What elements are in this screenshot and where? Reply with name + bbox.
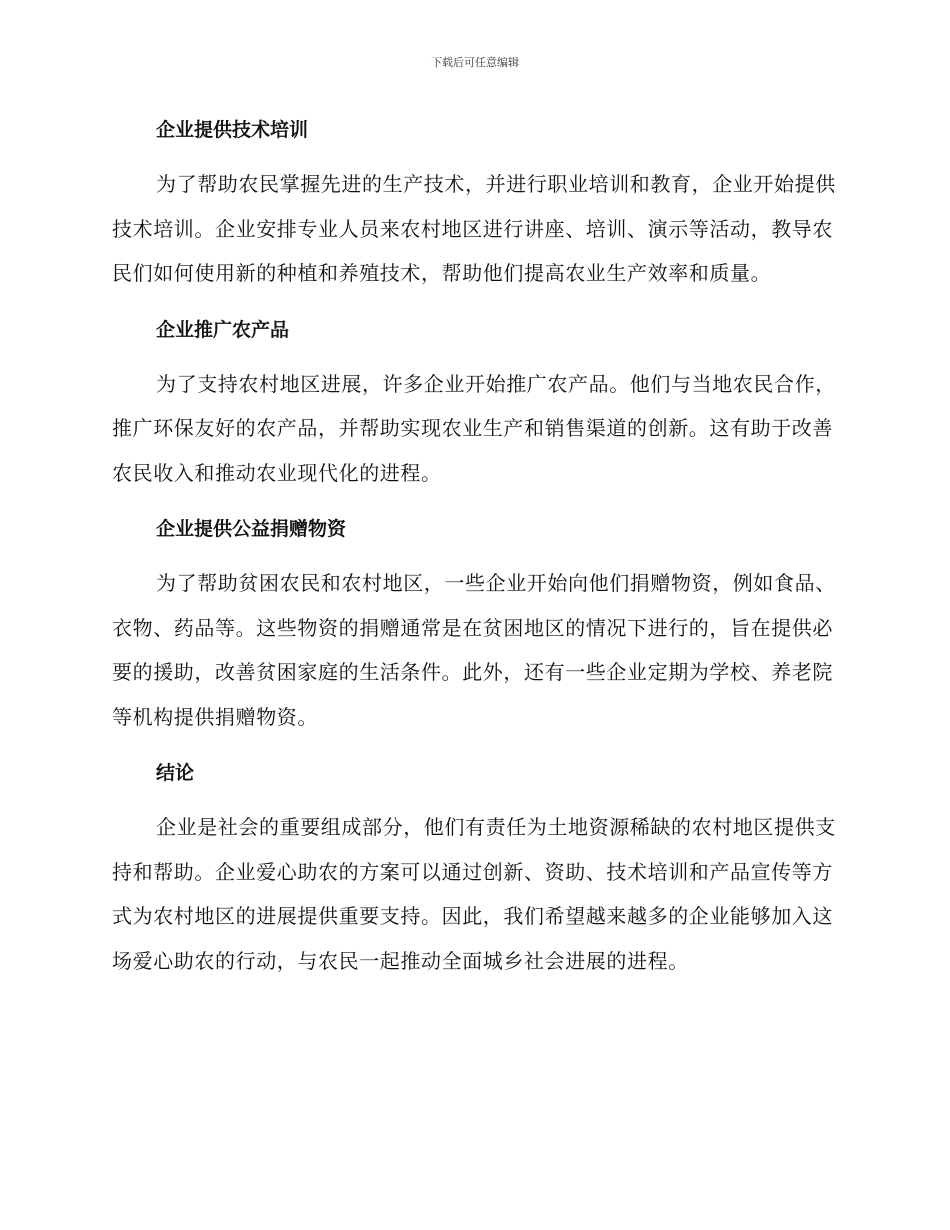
section-heading: 结论	[156, 762, 195, 784]
section-heading: 企业提供公益捐赠物资	[156, 518, 347, 540]
section-donations	[112, 509, 842, 739]
section-paragraph: 为了帮助农民掌握先进的生产技术，并进行职业培训和教育，企业开始提供技术培训。企业安排专业人员来农村地区进行讲座、培训、演示等活动，教导农民们如何使用新的种植和养殖技术，帮助他们提高农业生产效率和质量。	[112, 172, 836, 285]
section-promote-products	[112, 310, 842, 496]
page-header: 下载后可任意编辑	[431, 56, 519, 69]
section-paragraph: 企业是社会的重要组成部分，他们有责任为土地资源稀缺的农村地区提供支持和帮助。企业爱心助农的方案可以通过创新、资助、技术培训和产品宣传等方式为农村地区的进展提供重要支持。因此，我们希望越来越多的企业能够加入这场爱心助农的行动，与农民一起推动全面城乡社会进展的进程。	[112, 815, 836, 973]
section-paragraph: 为了支持农村地区进展，许多企业开始推广农产品。他们与当地农民合作，推广环保友好的农产品，并帮助实现农业生产和销售渠道的创新。这有助于改善农民收入和推动农业现代化的进程。	[112, 371, 836, 485]
section-heading: 企业推广农产品	[156, 318, 290, 341]
section-conclusion	[112, 753, 842, 983]
document-body	[112, 110, 842, 997]
section-tech-training	[112, 110, 842, 296]
section-paragraph: 为了帮助贫困农民和农村地区，一些企业开始向他们捐赠物资，例如食品、衣物、药品等。这些物资的捐赠通常是在贫困地区的情况下进行的，旨在提供必要的援助，改善贫困家庭的生活条件。此外，还有一些企业定期为学校、养老院等机构提供捐赠物资。	[112, 571, 836, 729]
section-heading: 企业提供技术培训	[156, 119, 309, 141]
